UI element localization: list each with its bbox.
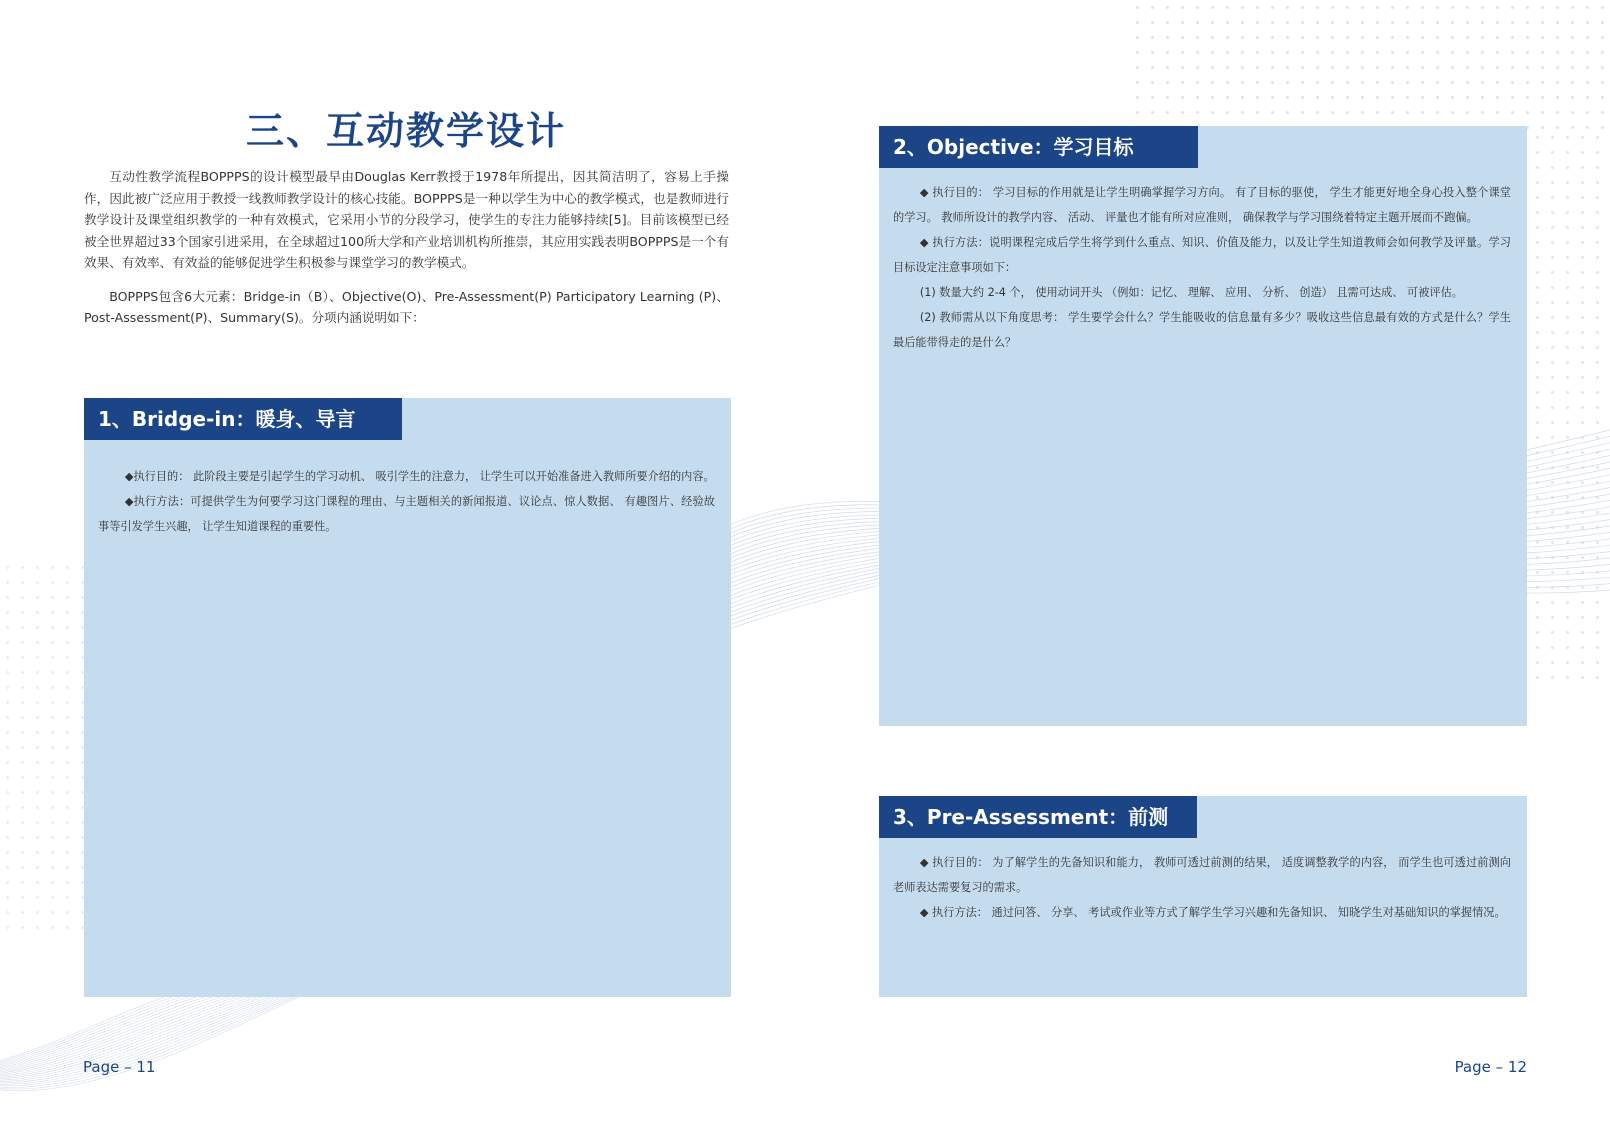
pre-assessment-method: ◆ 执行方法： 通过问答、 分享、 考试或作业等方式了解学生学习兴趣和先备知识、 知晓学生对基础知识的掌握情况。 [919, 906, 1506, 919]
page-number-right: Page – 12 [1454, 1058, 1527, 1076]
pre-assessment-title: 3、Pre-Assessment：前测 [879, 796, 1197, 838]
bridge-in-panel [84, 398, 731, 997]
bridge-in-title: 1、Bridge-in：暖身、导言 [84, 398, 402, 440]
objective-method: ◆ 执行方法：说明课程完成后学生将学到什么重点、知识、价值及能力，以及让学生知道教师会如何教学及评量。学习目标设定注意事项如下： [893, 236, 1511, 274]
page-title: 三、互动教学设计 [245, 109, 566, 153]
bridge-in-purpose: ◆执行目的： 此阶段主要是引起学生的学习动机、 吸引学生的注意力， 让学生可以开始准备进入教师所要介绍的内容。 [124, 470, 715, 483]
page-number-left: Page – 11 [83, 1058, 156, 1076]
pre-assessment-purpose: ◆ 执行目的： 为了解学生的先备知识和能力， 教师可透过前测的结果， 适度调整教学的内容， 而学生也可透过前测向老师表达需要复习的需求。 [893, 856, 1511, 894]
intro-paragraph-1: 互动性教学流程BOPPPS的设计模型最早由Douglas Kerr教授于1978年所提出，因其简洁明了，容易上手操作，因此被广泛应用于教授一线教师教学设计的核心技能。BOPPPS是一种以学生为中心的教学模式，也是教师进行教学设计及课堂组织教学的一种有效模式，它采用小节的分段学习，使学生的专注力能够持续[5]。目前该模型已经被全世界超过33个国家引进采用，在全球超过100所大学和产业培训机构所推崇，其应用实践表明BOPPPS是一个有效果、有效率、有效益的能够促进学生积极参与课堂学习的教学模式。 [84, 169, 729, 270]
objective-panel [879, 126, 1527, 726]
objective-note-1: (1) 数量大约 2-4 个， 使用动词开头 （例如：记忆、 理解、 应用、 分析、 创造） 且需可达成、 可被评估。 [919, 286, 1463, 299]
intro-text [84, 166, 729, 341]
objective-title: 2、Objective：学习目标 [879, 126, 1198, 168]
intro-paragraph-2: BOPPPS包含6大元素：Bridge-in（B）、Objective(O)、Pre-Assessment(P) Participatory Learning (P)、Post-Assessment(P)、Summary(S)。分项内涵说明如下： [84, 288, 729, 325]
objective-body [893, 180, 1511, 355]
objective-note-2: (2) 教师需从以下角度思考： 学生要学会什么？学生能吸收的信息量有多少？吸收这些信息最有效的方式是什么？学生最后能带得走的是什么？ [893, 311, 1511, 349]
objective-purpose: ◆ 执行目的： 学习目标的作用就是让学生明确掌握学习方向。 有了目标的驱使， 学生才能更好地全身心投入整个课堂的学习。 教师所设计的教学内容、 活动、 评量也才能有所对应准则， 确保教学与学习围绕着特定主题开展而不跑偏。 [893, 186, 1511, 224]
bridge-in-body [98, 464, 715, 539]
bridge-in-method: ◆执行方法：可提供学生为何要学习这门课程的理由、与主题相关的新闻报道、议论点、惊人数据、 有趣图片、经验故事等引发学生兴趣， 让学生知道课程的重要性。 [98, 495, 715, 533]
pre-assessment-body [893, 850, 1511, 925]
pre-assessment-panel [879, 796, 1527, 997]
